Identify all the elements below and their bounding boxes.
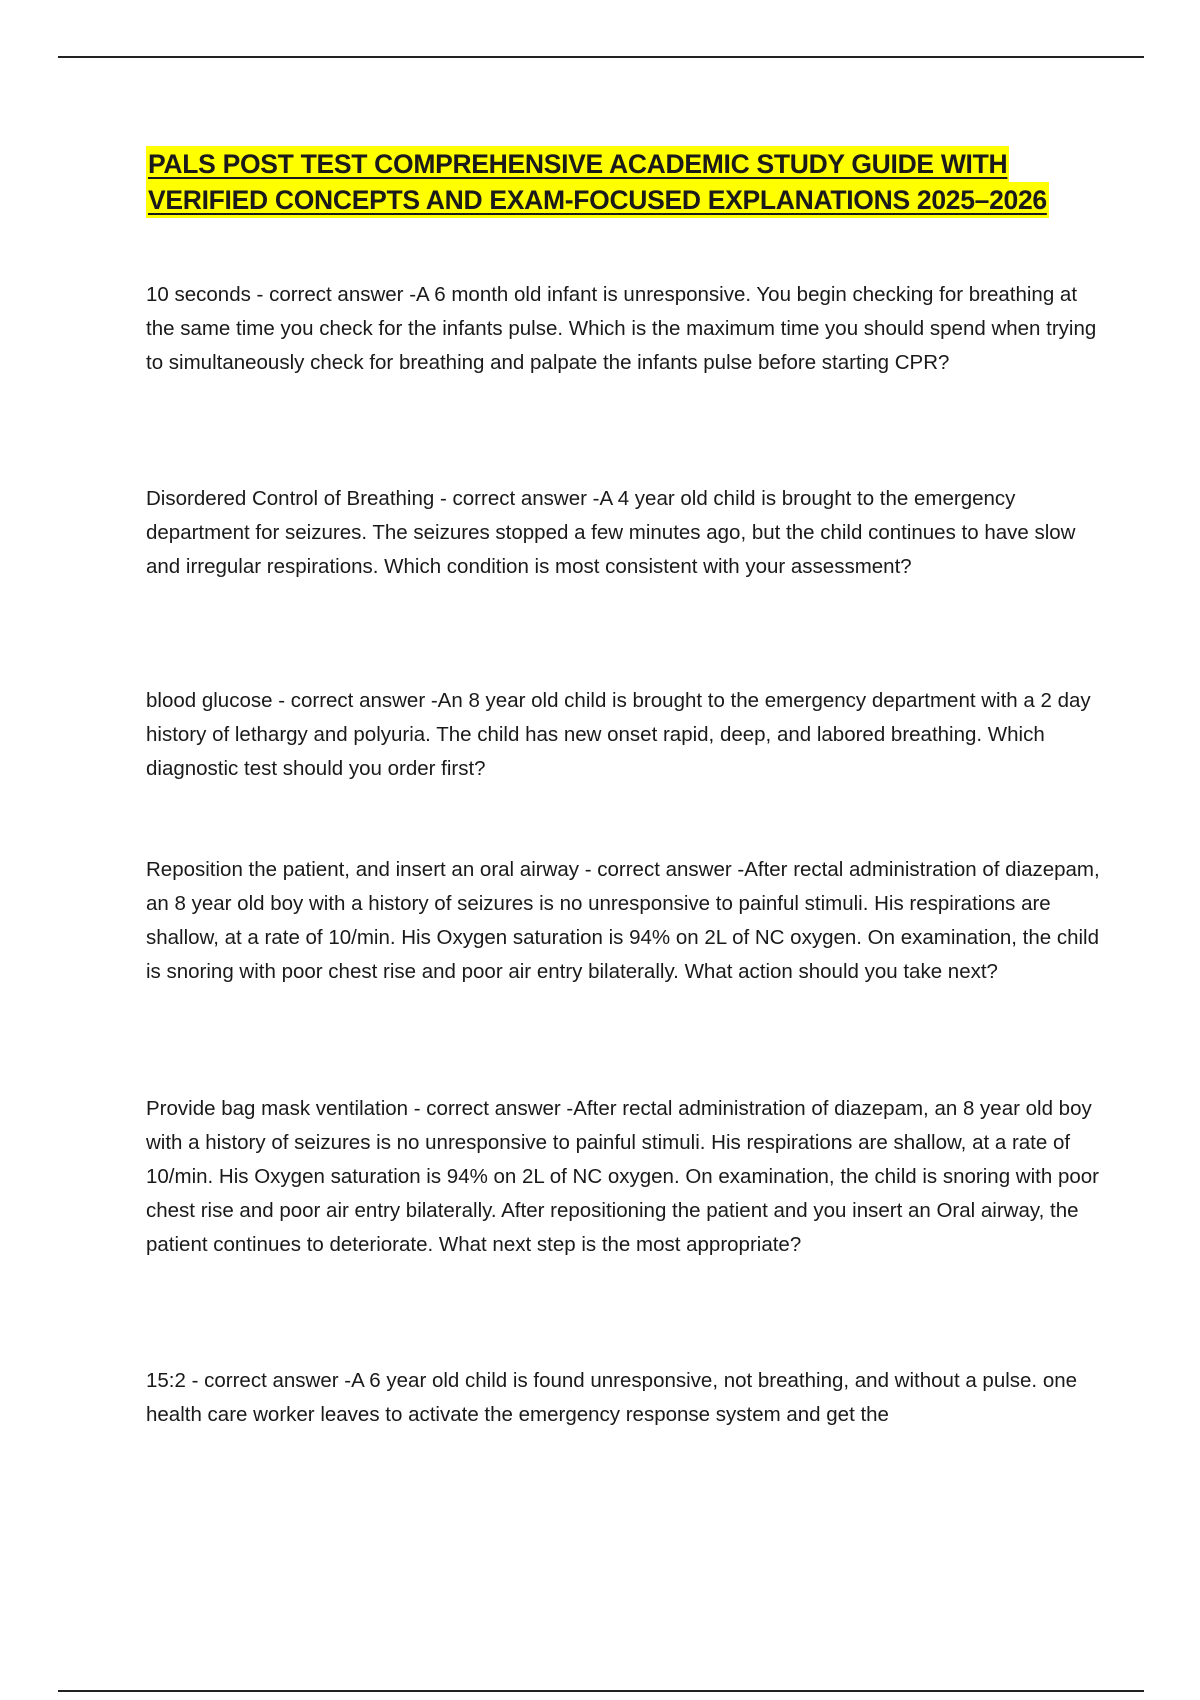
- bottom-horizontal-rule: [58, 1690, 1144, 1692]
- title-line-2: VERIFIED CONCEPTS AND EXAM-FOCUSED EXPLANATIONS 2025–2026: [146, 182, 1049, 218]
- question-answer-entry: 10 seconds - correct answer -A 6 month old infant is unresponsive. You begin checking for breathing at the same time you check for the infants pulse. Which is the maximum time you should spend when trying to simultaneously check for breathing and palpate the infants pulse before starting CPR?: [146, 283, 1097, 374]
- question-answer-entry: Provide bag mask ventilation - correct answer -After rectal administration of diazepam, an 8 year old boy with a history of seizures is no unresponsive to painful stimuli. His respirations are shallow, at a rate of 10/min. His Oxygen saturation is 94% on 2L of NC oxygen. On examination, the child is snoring with poor chest rise and poor air entry bilaterally. After repositioning the patient and you insert an Oral airway, the patient continues to deteriorate. What next step is the most appropriate?: [146, 1097, 1099, 1256]
- question-answer-entry: Reposition the patient, and insert an oral airway - correct answer -After rectal administration of diazepam, an 8 year old boy with a history of seizures is no unresponsive to painful stimuli. His respirations are shallow, at a rate of 10/min. His Oxygen saturation is 94% on 2L of NC oxygen. On examination, the child is snoring with poor chest rise and poor air entry bilaterally. What action should you take next?: [146, 858, 1100, 983]
- document-title: [146, 146, 1126, 218]
- question-answer-entry: blood glucose - correct answer -An 8 year old child is brought to the emergency department with a 2 day history of lethargy and polyuria. The child has new onset rapid, deep, and labored breathing. Which diagnostic test should you order first?: [146, 689, 1091, 780]
- top-horizontal-rule: [58, 56, 1144, 58]
- title-line-1: PALS POST TEST COMPREHENSIVE ACADEMIC STUDY GUIDE WITH: [146, 146, 1009, 182]
- question-answer-entry: 15:2 - correct answer -A 6 year old child is found unresponsive, not breathing, and without a pulse. one health care worker leaves to activate the emergency response system and get the: [146, 1369, 1078, 1426]
- question-answer-entry: Disordered Control of Breathing - correct answer -A 4 year old child is brought to the emergency department for seizures. The seizures stopped a few minutes ago, but the child continues to have slow and irregular respirations. Which condition is most consistent with your assessment?: [146, 487, 1076, 578]
